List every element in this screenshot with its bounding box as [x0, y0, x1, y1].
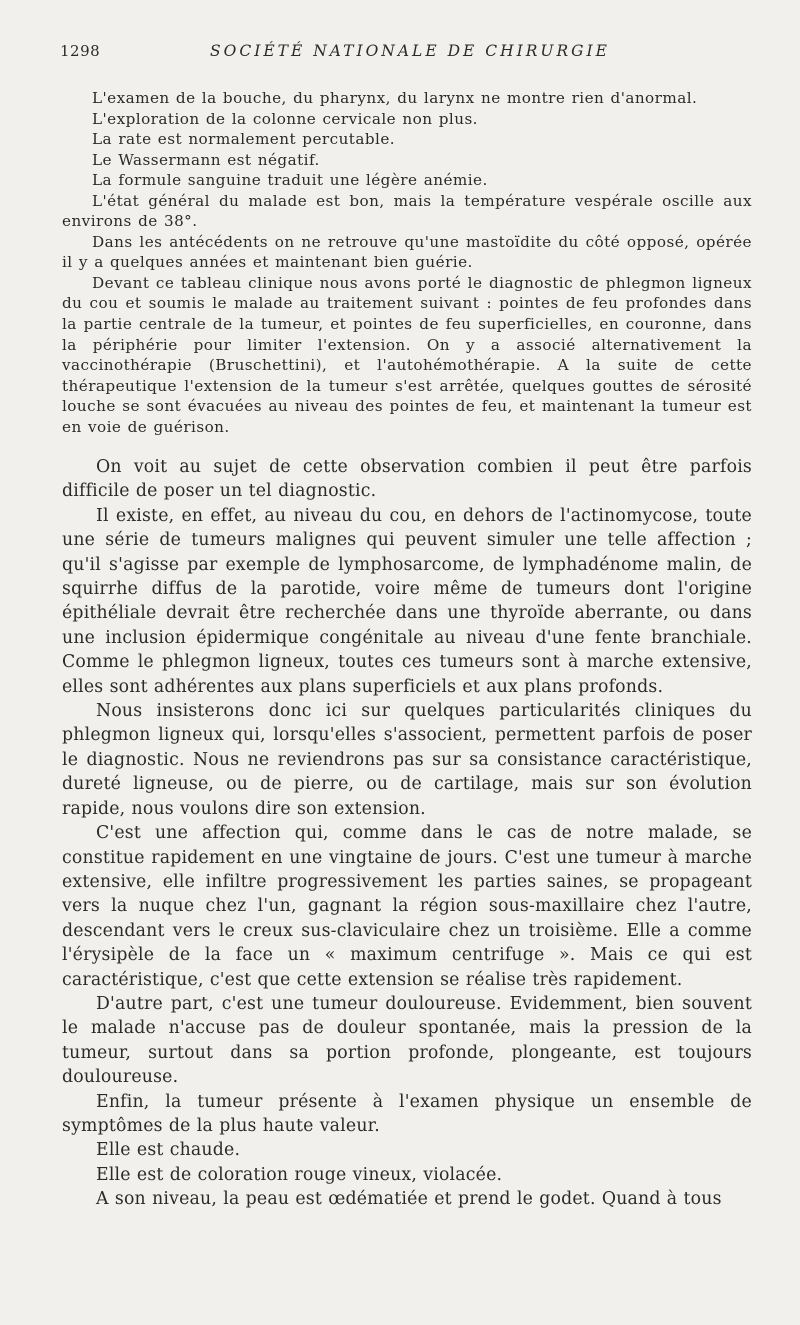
paragraph: Dans les antécédents on ne retrouve qu'une mastoïdite du côté opposé, opérée il y a quelques années et maintenant bien guérie. — [62, 232, 752, 272]
paragraph: On voit au sujet de cette observation combien il peut être parfois difficile de poser un tel diagnostic. — [62, 457, 752, 502]
paragraph: C'est une affection qui, comme dans le cas de notre malade, se constitue rapidement en une vingtaine de jours. C'est une tumeur à marche extensive, elle infiltre progressivement les parties saines, se propageant vers la nuque chez l'un, gagnant la région sous-maxillaire chez l'autre, descendant vers le creux sus-claviculaire chez un troisième. Elle a comme l'érysipèle de la face un « maximum centrifuge ». Mais ce qui est caractéristique, c'est que cette extension se réalise très rapidement. — [62, 823, 752, 990]
paragraph: Elle est chaude. — [96, 1140, 241, 1161]
paragraph: L'état général du malade est bon, mais la température vespérale oscille aux environs de 38°. — [62, 191, 752, 231]
paragraph: Enfin, la tumeur présente à l'examen physique un ensemble de symptômes de la plus haute valeur. — [62, 1091, 752, 1136]
paragraph: A son niveau, la peau est œdématiée et prend le godet. Quand à tous — [96, 1189, 722, 1210]
paragraph: L'exploration de la colonne cervicale non plus. — [92, 109, 478, 128]
case-report-text — [62, 88, 752, 437]
paragraph: Devant ce tableau clinique nous avons porté le diagnostic de phlegmon ligneux du cou et soumis le malade au traitement suivant : pointes de feu profondes dans la partie centrale de la tumeur, et pointes de feu superficielles, en couronne, dans la périphérie pour limiter l'extension. On y a associé alternativement la vaccinothérapie (Bruschettini), et l'autohémothérapie. A la suite de cette thérapeutique l'extension de la tumeur s'est arrêtée, quelques gouttes de sérosité louche se sont évacuées au niveau des pointes de feu, et maintenant la tumeur est en voie de guérison. — [62, 273, 752, 436]
discussion-text — [62, 455, 752, 1212]
paragraph: Nous insisterons donc ici sur quelques particularités cliniques du phlegmon ligneux qui, lorsqu'elles s'associent, permettent parfois de poser le diagnostic. Nous ne reviendrons pas sur sa consistance caractéristique, dureté ligneuse, ou de pierre, ou de cartilage, mais sur son évolution rapide, nous voulons dire son extension. — [62, 701, 752, 819]
paragraph: Elle est de coloration rouge vineux, violacée. — [96, 1164, 503, 1185]
paragraph: Il existe, en effet, au niveau du cou, en dehors de l'actinomycose, toute une série de tumeurs malignes qui peuvent simuler une telle affection ; qu'il s'agisse par exemple de lymphosarcome, de lymphadénome malin, de squirrhe diffus de la parotide, voire même de tumeurs dont l'origine épithéliale devrait être recherchée dans une thyroïde aberrante, ou dans une inclusion épidermique congénitale au niveau d'une fente branchiale. Comme le phlegmon ligneux, toutes ces tumeurs sont à marche extensive, elles sont adhérentes aux plans superficiels et aux plans profonds. — [62, 505, 752, 697]
paragraph: Le Wassermann est négatif. — [92, 150, 320, 169]
page-header — [60, 42, 760, 66]
paragraph: La rate est normalement percutable. — [92, 130, 396, 149]
page-number: 1298 — [60, 42, 101, 60]
paragraph: D'autre part, c'est une tumeur douloureuse. Evidemment, bien souvent le malade n'accuse pas de douleur spontanée, mais la pression de la tumeur, surtout dans sa portion profonde, plongeante, est toujours douloureuse. — [62, 993, 752, 1088]
paragraph: L'examen de la bouche, du pharynx, du larynx ne montre rien d'anormal. — [92, 89, 698, 107]
running-title: SOCIÉTÉ NATIONALE DE CHIRURGIE — [210, 42, 610, 60]
paragraph: La formule sanguine traduit une légère anémie. — [92, 171, 488, 190]
